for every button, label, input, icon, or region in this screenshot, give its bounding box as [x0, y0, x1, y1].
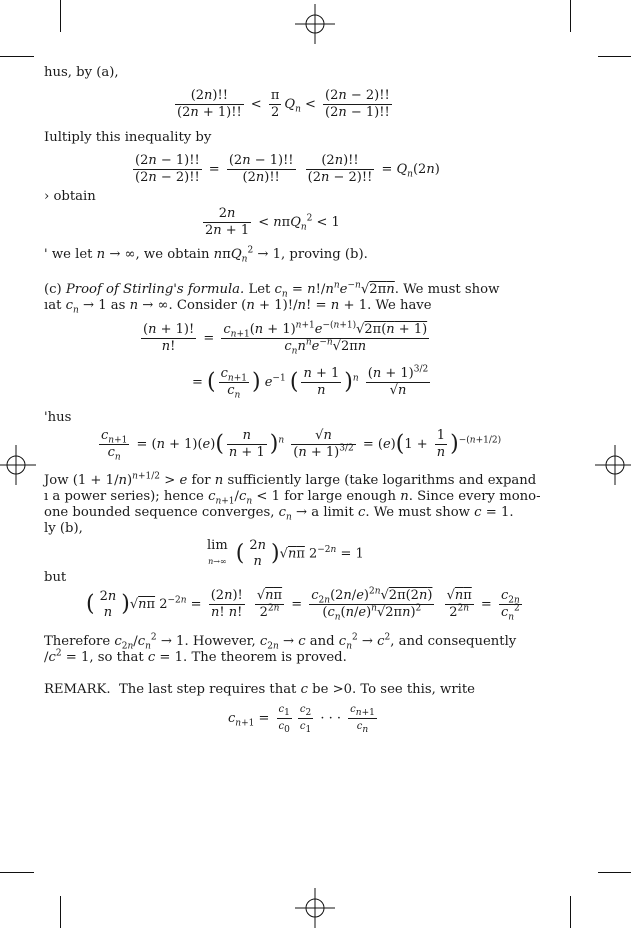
registration-mark-left-icon [0, 445, 40, 485]
equation-ratio-2: = ( $\frac{c_{n+1}}{c_n}$ ) $e^{-1}$ ( $\frac{n + 1}{n}$ )$^n$ $\frac{(n + 1)^{3/2}}{√n}$ [192, 364, 429, 401]
crop-mark-top-left-v [60, 0, 61, 32]
registration-mark-top-icon [295, 4, 335, 44]
line-if-we-let: ' we let n → ∞, we obtain nπQ$_n^2$ → 1, proving (b). [44, 245, 368, 265]
equation-ratio-3: $\frac{c_{n+1}}{c_n}$ = (n + 1)(e)( $\frac{n}{n + 1}$ )$^n$ $\frac{√n}{(n + 1)^{3/2}}$ = (e)(1 + $\frac{1}{n}$ )$^{-(n+1/2)}$ [101, 428, 502, 463]
line-therefore-1: Therefore $c_{2n}/c_n^2 \to 1$. However, $c_{2n} \to c$ and $c_n^2 \to c^2$, and consequently [44, 632, 517, 652]
equation-final: ( 2n n )√nπ $2^{-2n}$ = $\frac{(2n)!}{n! n!}$ $\frac{√n\pi}{2^{2n}}$ = $\frac{c_{2n}(2n/e)^{2n}√2\pi(2n)}{(c_n(n/e)^n√2\pi n)^2}$ $\frac{√n\pi}{2^{2n}}$ = $\frac{c_{2n}}{c_n^2}$ [86, 586, 520, 623]
equation-ratio-1: $\frac{(n + 1)!}{n!}$ = $\frac{c_{n+1}(n + 1)^{n+1}e^{-(n+1)}√2\pi(n + 1)}{c_nn^ne^{-n}√2\pi n}$ [143, 320, 428, 357]
equation-inequality-a: $\frac{(2n)!!}{(2n + 1)!!}$ < $\frac{\pi}{2}$ $Q_n$ < $\frac{(2n - 2)!!}{(2n - 1)!!}$ [177, 88, 390, 120]
line-now-1: Jow $(1 + 1/n)^{n+1/2} > e$ for n sufficiently large (take logarithms and expand [44, 471, 537, 488]
remark-label: REMARK. [44, 682, 111, 697]
crop-mark-top-right-h [598, 56, 631, 57]
line-now-3: one bounded sequence converges, $c_n \to a$ limit c. We must show c = 1. [44, 505, 514, 523]
crop-mark-bottom-right-h [598, 872, 631, 873]
line-cn-to-one: ıat $c_n \to 1$ as n → ∞. Consider (n + 1)!/n! = n + 1. We have [44, 298, 432, 316]
text-if-we-let: ' we let [44, 247, 97, 262]
line-multiply: Iultiply this inequality by [44, 130, 212, 145]
text-proving-b: , proving (b). [281, 247, 368, 262]
line-thus: 'hus [44, 410, 72, 425]
line-by-b: ly (b), [44, 521, 83, 536]
line-now-2: ı a power series); hence $c_{n+1}/c_n < 1$ for large enough n. Since every mono- [44, 489, 541, 507]
equation-limit: lim n→∞ ( 2n n )√nπ $2^{-2n} = 1$ [207, 538, 364, 569]
line-therefore-2: $/c^2 = 1$, so that c = 1. The theorem is proved. [44, 648, 347, 665]
line-thus-by-a: hus, by (a), [44, 65, 119, 80]
crop-mark-bottom-right-v [570, 896, 571, 928]
line-proof-stirling: (c) Proof of Stirling's formula. Let $c_n = n!/n^ne^{-n}√2\pi n$. We must show [44, 280, 500, 300]
crop-mark-top-left-h [0, 56, 34, 57]
section-title-stirling: Proof of Stirling's formula. [65, 282, 245, 297]
crop-mark-top-right-v [570, 0, 571, 32]
line-remark: REMARK. The last step requires that c be >0. To see this, write [44, 682, 475, 697]
line-to-obtain: › obtain [44, 189, 96, 204]
line-but: but [44, 570, 67, 585]
crop-mark-bottom-left-h [0, 872, 34, 873]
part-label-c: (c) [44, 282, 62, 297]
registration-mark-bottom-icon [295, 888, 335, 928]
equation-bound: $\frac{2n}{2n + 1}$ < nπQ$_n^2$ < 1 [205, 206, 340, 238]
crop-mark-bottom-left-v [60, 896, 61, 928]
equation-multiplier: $\frac{(2n - 1)!!}{(2n - 2)!!}$ = $\frac{(2n - 1)!!}{(2n)!!}$ $\frac{(2n)!!}{(2n - 2)!!}$ = $Q_n(2n)$ [135, 153, 440, 185]
equation-product: $c_{n+1}$ = $\frac{c_1}{c_0}$ $\frac{c_2}{c_1}$ · · · $\frac{c_{n+1}}{c_n}$ [228, 704, 375, 735]
